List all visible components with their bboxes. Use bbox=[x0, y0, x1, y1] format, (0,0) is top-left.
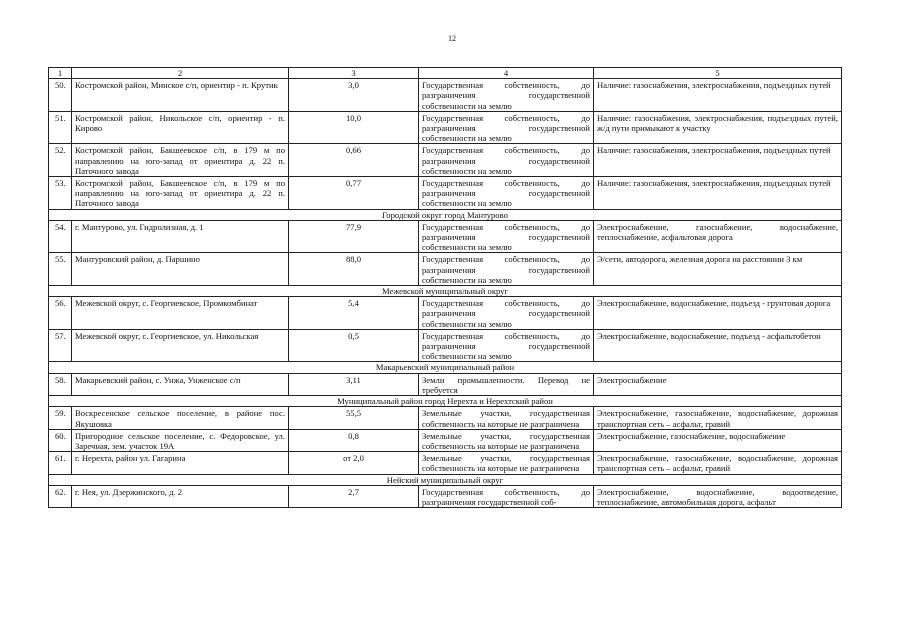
area-cell: 3,0 bbox=[289, 79, 419, 112]
row-number-cell: 60. bbox=[49, 429, 72, 451]
table-row bbox=[49, 452, 842, 474]
ownership-cell: Государственная собственность, до разграничения государственной собственности на землю bbox=[419, 253, 594, 286]
area-cell: 3,11 bbox=[289, 373, 419, 395]
ownership-cell: Государственная собственность, до разграничения государственной собственности на землю bbox=[419, 79, 594, 112]
table-row bbox=[49, 485, 842, 507]
row-number-cell: 55. bbox=[49, 253, 72, 286]
table-body bbox=[49, 68, 842, 508]
table-row bbox=[49, 429, 842, 451]
location-cell: г. Мантурово, ул. Гидролизная, д. 1 bbox=[72, 220, 289, 253]
table-row bbox=[49, 111, 842, 144]
location-cell: Воскресенское сельское поселение, в районе пос. Якушовка bbox=[72, 407, 289, 429]
section-row bbox=[49, 474, 842, 485]
area-cell: 77,9 bbox=[289, 220, 419, 253]
section-title: Макарьевский муниципальный район bbox=[49, 362, 842, 373]
ownership-cell: Государственная собственность, до разграничения государственной соб- bbox=[419, 485, 594, 507]
location-cell: Мантуровский район, д. Паршино bbox=[72, 253, 289, 286]
row-number-cell: 56. bbox=[49, 297, 72, 330]
row-number-cell: 57. bbox=[49, 329, 72, 362]
infrastructure-cell: Электроснабжение, газоснабжение, водоснабжение, дорожная транспортная сеть – асфальт, гравий bbox=[594, 452, 842, 474]
section-title: Городской округ город Мантурово bbox=[49, 209, 842, 220]
infrastructure-cell: Электроснабжение, газоснабжение, водоснабжение, дорожная транспортная сеть – асфальт, гравий bbox=[594, 407, 842, 429]
location-cell: Макарьевский район, с. Унжа, Унженское с/п bbox=[72, 373, 289, 395]
ownership-cell: Государственная собственность, до разграничения государственной собственности на землю bbox=[419, 220, 594, 253]
row-number-cell: 58. bbox=[49, 373, 72, 395]
row-number-cell: 52. bbox=[49, 144, 72, 177]
infrastructure-cell: Электроснабжение, газоснабжение, водоснабжение bbox=[594, 429, 842, 451]
table-row bbox=[49, 407, 842, 429]
ownership-cell: Государственная собственность, до разграничения государственной собственности на землю bbox=[419, 177, 594, 210]
section-row bbox=[49, 286, 842, 297]
location-cell: Межевской округ, с. Георгиевское, ул. Никольская bbox=[72, 329, 289, 362]
infrastructure-cell: Электроснабжение, газоснабжение, водоснабжение, теплоснабжение, асфальтовая дорога bbox=[594, 220, 842, 253]
table-row bbox=[49, 144, 842, 177]
location-cell: Костромской район, Минское с/п, ориентир - п. Крутик bbox=[72, 79, 289, 112]
row-number-cell: 61. bbox=[49, 452, 72, 474]
area-cell: 10,0 bbox=[289, 111, 419, 144]
area-cell: 5,4 bbox=[289, 297, 419, 330]
location-cell: Межевской округ, с. Георгиевское, Промкомбинат bbox=[72, 297, 289, 330]
column-number-5: 5 bbox=[594, 68, 842, 79]
table-row bbox=[49, 297, 842, 330]
section-row bbox=[49, 362, 842, 373]
ownership-cell: Государственная собственность, до разграничения государственной собственности на землю bbox=[419, 111, 594, 144]
area-cell: 0,77 bbox=[289, 177, 419, 210]
table-row bbox=[49, 329, 842, 362]
row-number-cell: 53. bbox=[49, 177, 72, 210]
area-cell: 0,8 bbox=[289, 429, 419, 451]
area-cell: 55,5 bbox=[289, 407, 419, 429]
area-cell: 88,0 bbox=[289, 253, 419, 286]
table-row bbox=[49, 177, 842, 210]
row-number-cell: 50. bbox=[49, 79, 72, 112]
column-number-row bbox=[49, 68, 842, 79]
section-title: Муниципальный район город Нерехта и Нерехтский район bbox=[49, 396, 842, 407]
ownership-cell: Земли промышленности. Перевод не требуется bbox=[419, 373, 594, 395]
section-row bbox=[49, 209, 842, 220]
ownership-cell: Государственная собственность, до разграничения государственной собственности на землю bbox=[419, 144, 594, 177]
page-number: 12 bbox=[448, 34, 456, 43]
table-row bbox=[49, 253, 842, 286]
column-number-4: 4 bbox=[419, 68, 594, 79]
infrastructure-cell: Наличие: газоснабжения, электроснабжения, подъездных путей bbox=[594, 144, 842, 177]
ownership-cell: Земельные участки, государственная собственность на которые не разграничена bbox=[419, 452, 594, 474]
table-row bbox=[49, 373, 842, 395]
infrastructure-cell: Наличие: газоснабжения, электроснабжения, подъездных путей, ж/д пути примыкают к участку bbox=[594, 111, 842, 144]
ownership-cell: Земельные участки, государственная собственность на которые не разграничена bbox=[419, 407, 594, 429]
row-number-cell: 59. bbox=[49, 407, 72, 429]
area-cell: 0,66 bbox=[289, 144, 419, 177]
infrastructure-cell: Наличие: газоснабжения, электроснабжения, подъездных путей bbox=[594, 177, 842, 210]
row-number-cell: 62. bbox=[49, 485, 72, 507]
location-cell: Пригородное сельское поселение, с. Федоровское, ул. Заречная, зем. участок 19А bbox=[72, 429, 289, 451]
table-row bbox=[49, 79, 842, 112]
ownership-cell: Государственная собственность, до разграничения государственной собственности на землю bbox=[419, 297, 594, 330]
column-number-3: 3 bbox=[289, 68, 419, 79]
infrastructure-cell: Электроснабжение, водоснабжение, водоотведение, теплоснабжение, автомобильная дорога, асфальт bbox=[594, 485, 842, 507]
row-number-cell: 54. bbox=[49, 220, 72, 253]
ownership-cell: Государственная собственность, до разграничения государственной собственности на землю bbox=[419, 329, 594, 362]
section-title: Межевской муниципальный округ bbox=[49, 286, 842, 297]
table-row bbox=[49, 220, 842, 253]
land-plots-table bbox=[48, 67, 842, 508]
infrastructure-cell: Э/сети, автодорога, железная дорога на расстоянии 3 км bbox=[594, 253, 842, 286]
infrastructure-cell: Электроснабжение, водоснабжение, подъезд - асфальтобетон bbox=[594, 329, 842, 362]
column-number-1: 1 bbox=[49, 68, 72, 79]
area-cell: 2,7 bbox=[289, 485, 419, 507]
location-cell: Костромской район, Бакшеевское с/п, в 179 м по направлению на юго-запад от ориентира д. 22 п. Паточного завода bbox=[72, 144, 289, 177]
infrastructure-cell: Электроснабжение, водоснабжение, подъезд - грунтовая дорога bbox=[594, 297, 842, 330]
section-title: Нейский муниципальный округ bbox=[49, 474, 842, 485]
infrastructure-cell: Электроснабжение bbox=[594, 373, 842, 395]
infrastructure-cell: Наличие: газоснабжения, электроснабжения, подъездных путей bbox=[594, 79, 842, 112]
location-cell: г. Нерехта, район ул. Гагарина bbox=[72, 452, 289, 474]
ownership-cell: Земельные участки, государственная собственность на которые не разграничена bbox=[419, 429, 594, 451]
row-number-cell: 51. bbox=[49, 111, 72, 144]
area-cell: от 2,0 bbox=[289, 452, 419, 474]
section-row bbox=[49, 396, 842, 407]
location-cell: Костромской район, Никольское с/п, ориентир - п. Кирово bbox=[72, 111, 289, 144]
location-cell: Костромской район, Бакшеевское с/п, в 179 м по направлению на юго-запад от ориентира д. 22 п. Паточного завода bbox=[72, 177, 289, 210]
column-number-2: 2 bbox=[72, 68, 289, 79]
location-cell: г. Нея, ул. Дзержинского, д. 2 bbox=[72, 485, 289, 507]
area-cell: 0,5 bbox=[289, 329, 419, 362]
